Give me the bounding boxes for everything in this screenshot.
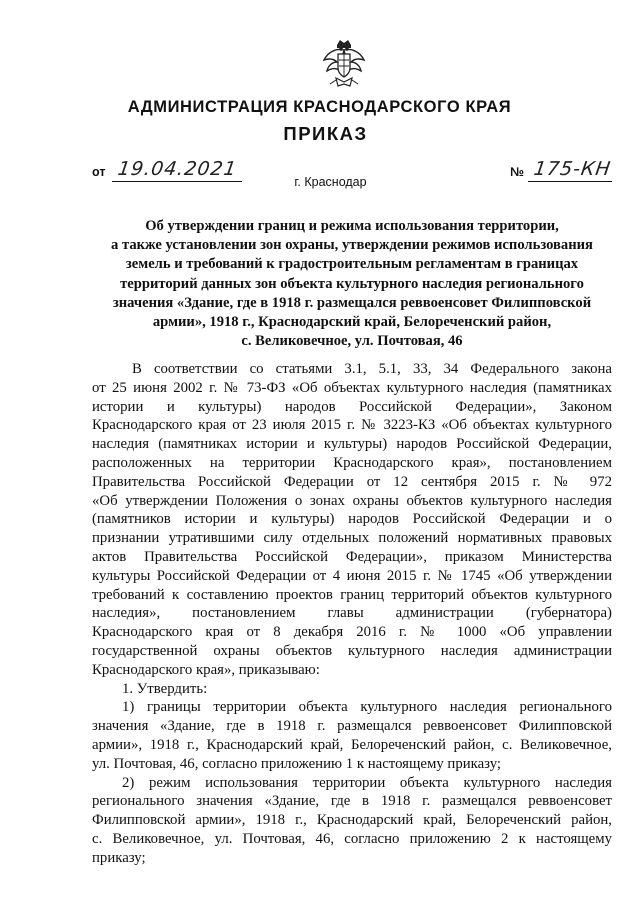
body-line: расположенных на территории Краснодарского края», постановлением bbox=[92, 454, 612, 471]
title-line: Об утверждении границ и режима использования территории, bbox=[145, 218, 559, 234]
body-line: ул. Почтовая, 46, согласно приложению 1 к настоящему приказу; bbox=[92, 755, 502, 772]
body-line: требований к составлению проектов границ территорий объектов культурного bbox=[92, 586, 612, 603]
date-value: 19.04.2021 bbox=[116, 158, 239, 180]
body-line: 1) границы территории объекта культурного наследия регионального bbox=[122, 699, 612, 716]
title-line: территорий данных зон объекта культурного наследия регионального bbox=[120, 275, 584, 292]
body-line: В соответствии со статьями 3.1, 5.1, 33, 34 Федерального закона bbox=[132, 361, 612, 377]
body-line: армии», 1918 г., Краснодарский край, Белореченский район, с. Великовечное, bbox=[92, 736, 612, 753]
body-line: истории и культуры) народов Российской Федерации», Законом bbox=[92, 398, 612, 415]
body-line: Филипповской армии», 1918 г., Краснодарский край, Белореченский район, bbox=[92, 812, 612, 829]
body-line: 1. Утвердить: bbox=[122, 680, 208, 697]
body-line: Краснодарского края», приказываю: bbox=[92, 661, 320, 678]
body-line: государственной охраны объектов культурного наследия администрации bbox=[92, 642, 612, 659]
body-line: Краснодарского края от 23 июля 2015 г. № 3223-КЗ «Об объектах культурного bbox=[92, 417, 612, 434]
body-line: приказу; bbox=[92, 849, 146, 866]
body-line: Краснодарского края от 8 декабря 2016 г. № 1000 «Об управлении bbox=[92, 624, 612, 641]
title-line: с. Великовечное, ул. Почтовая, 46 bbox=[241, 333, 463, 350]
document-title bbox=[92, 217, 612, 351]
body-line: признании утратившими силу отдельных положений нормативных правовых bbox=[92, 530, 612, 547]
coat-of-arms-icon bbox=[322, 38, 366, 90]
body-line: значения «Здание, где в 1918 г. размещался реввоенсовет Филипповской bbox=[92, 718, 612, 735]
body-line: наследия», постановлением главы администрации (губернатора) bbox=[92, 605, 612, 622]
title-line: а также установлении зон охраны, утверждении режимов использования bbox=[111, 237, 593, 254]
body-line: от 25 июня 2002 г. № 73-ФЗ «Об объектах культурного наследия (памятниках bbox=[92, 379, 612, 396]
body-line: регионального значения «Здание, где в 1918 г. размещался реввоенсовет bbox=[92, 793, 612, 810]
number-label: № bbox=[510, 165, 524, 179]
authority-heading: АДМИНИСТРАЦИЯ КРАСНОДАРСКОГО КРАЯ bbox=[127, 98, 512, 116]
document-body bbox=[92, 360, 612, 868]
number-value: 175-КН bbox=[532, 158, 613, 180]
body-line: наследия (памятниках истории и культуры) народов Российской Федерации, bbox=[92, 436, 612, 453]
body-line: 2) режим использования территории объекта культурного наследия bbox=[122, 774, 612, 791]
document-type-heading: ПРИКАЗ bbox=[283, 123, 368, 144]
title-line: земель и требований к градостроительным регламентам в границах bbox=[125, 256, 579, 273]
city: г. Краснодар bbox=[294, 175, 367, 189]
body-line: (памятников истории и культуры) народов Российской Федерации и о bbox=[92, 511, 612, 528]
title-line: армии», 1918 г., Краснодарский край, Белореченский район, bbox=[152, 314, 552, 331]
body-line: с. Великовечное, ул. Почтовая, 46, согласно приложению 2 к настоящему bbox=[92, 830, 612, 847]
body-line: Правительства Российской Федерации от 12 сентября 2015 г. № 972 bbox=[92, 473, 612, 490]
body-line: «Об утверждении Положения о зонах охраны объектов культурного наследия bbox=[92, 492, 612, 509]
body-line: культуры Российской Федерации от 4 июня 2015 г. № 1745 «Об утверждении bbox=[92, 567, 612, 584]
title-line: значения «Здание, где в 1918 г. размещался реввоенсовет Филипповской bbox=[112, 294, 592, 311]
body-line: актов Правительства Российской Федерации», приказом Министерства bbox=[92, 548, 612, 565]
date-label: от bbox=[92, 165, 106, 179]
